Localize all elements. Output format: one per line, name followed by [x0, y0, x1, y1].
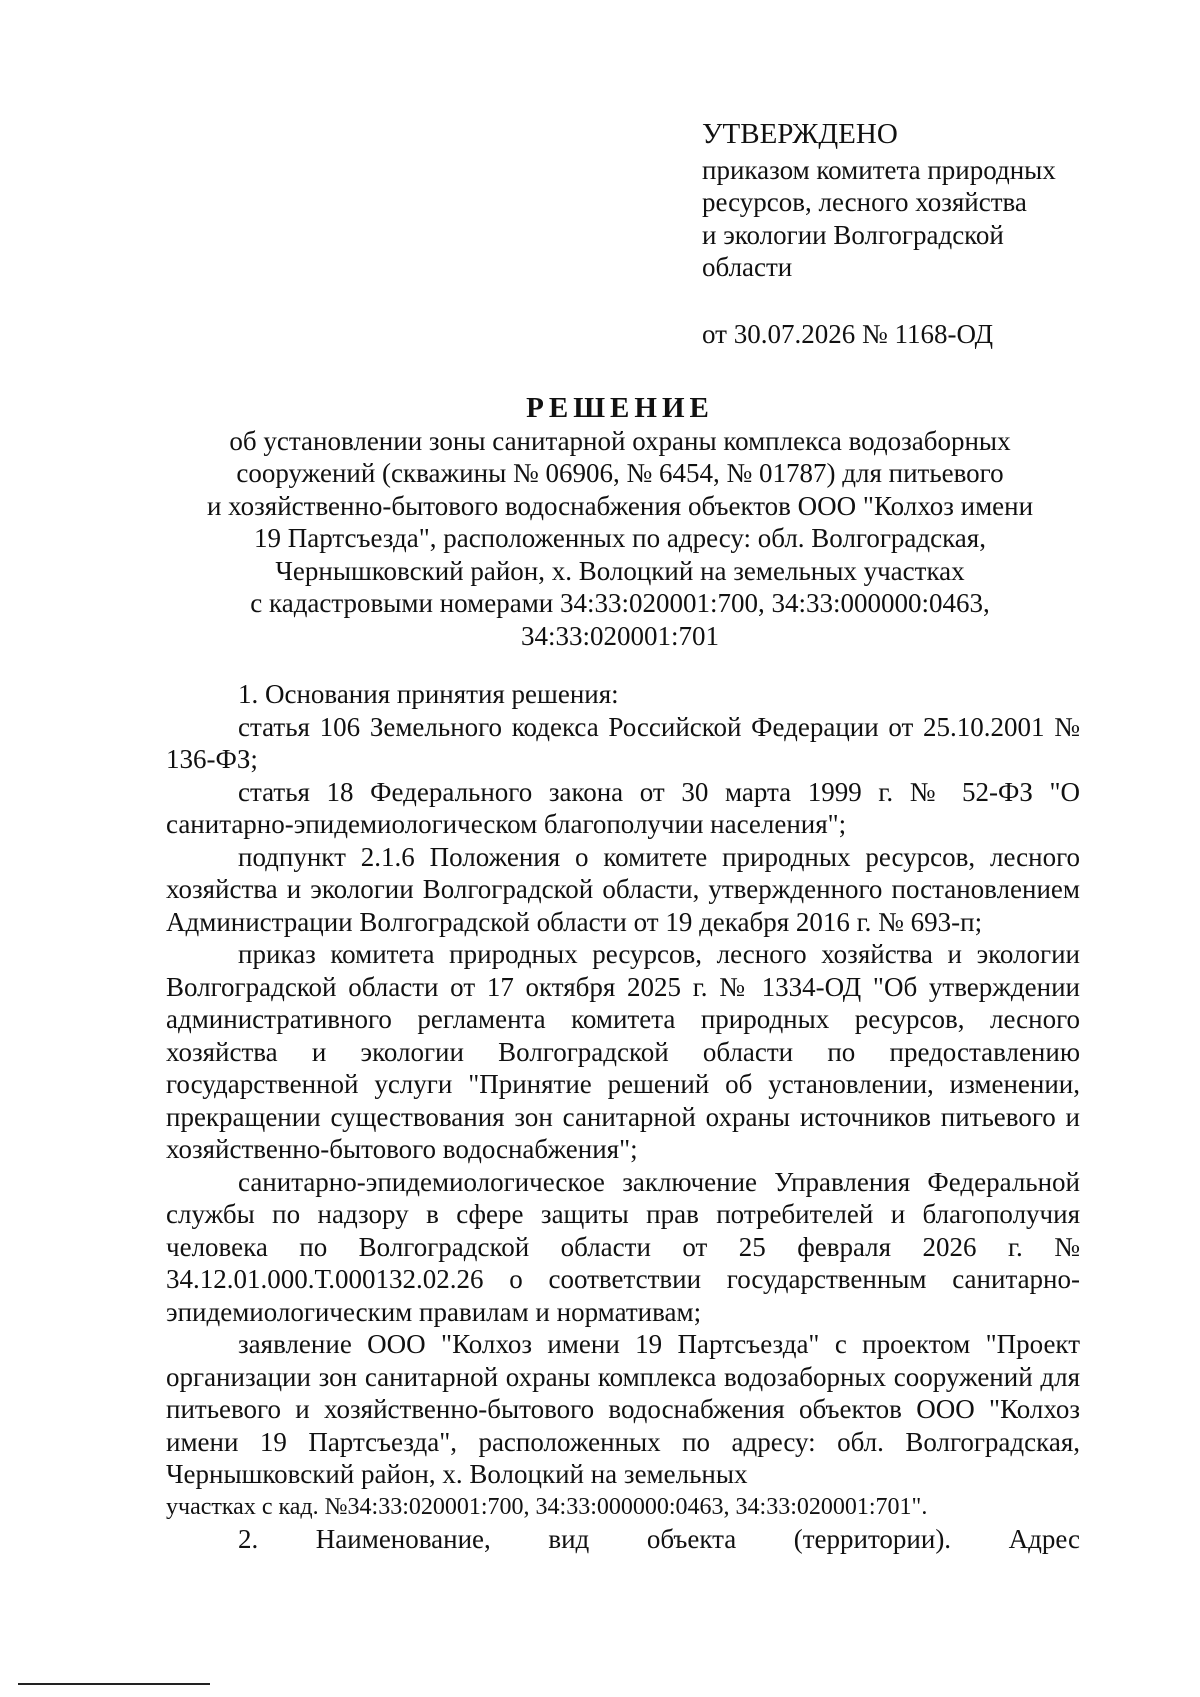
approval-line: ресурсов, лесного хозяйства — [702, 187, 1027, 217]
basis-item: заявление ООО "Колхоз имени 19 Партсъезда" с проектом "Проект организации зон санитарной охраны комплекса водозаборных сооружений для питьевого и хозяйственно-бытового водоснабжения объектов ООО "Колхоз имени 19 Партсъезда", расположенных по адресу: обл. Волгоградская, Чернышковский район, х. Волоцкий на земельных — [166, 1329, 1080, 1489]
approval-line: и экологии Волгоградской — [702, 219, 1004, 250]
decision-subtitle-line: сооружений (скважины № 06906, № 6454, № 01787) для питьевого — [236, 458, 1004, 488]
decision-subtitle-line: и хозяйственно-бытового водоснабжения объектов ООО "Колхоз имени — [206, 490, 1034, 521]
footer-rule — [18, 1683, 210, 1685]
basis-item: приказ комитета природных ресурсов, лесного хозяйства и экологии Волгоградской области от 17 октября 2025 г. № 1334-ОД "Об утверждении административного регламента комитета природных ресурсов, лесного хозяйства и экологии Волгоградской области по предоставлению государственной услуги "Принятие решений об установлении, изменении, прекращении существования зон санитарной охраны источников питьевого и хозяйственно-бытового водоснабжения"; — [166, 939, 1080, 1164]
decision-heading — [150, 392, 1090, 652]
approval-line: приказом комитета природных — [702, 154, 1056, 185]
decision-body — [166, 678, 1080, 1556]
decision-subtitle-line: 19 Партсъезда", расположенных по адресу: обл. Волгоградская, — [254, 523, 986, 553]
section-1-title: 1. Основания принятия решения: — [238, 679, 619, 709]
decision-subtitle-line: Чернышковский район, х. Волоцкий на земельных участках — [275, 555, 965, 586]
basis-item-last-line: участках с кад. №34:33:020001:700, 34:33:000000:0463, 34:33:020001:701". — [166, 1493, 928, 1520]
decision-subtitle-line: об установлении зоны санитарной охраны комплекса водозаборных — [229, 425, 1011, 456]
decision-subtitle-line: 34:33:020001:701 — [520, 620, 719, 651]
decision-subtitle-line: с кадастровыми номерами 34:33:020001:700, 34:33:000000:0463, — [250, 588, 990, 618]
approval-line: области — [702, 252, 793, 282]
approval-date: от 30.07.2026 № 1168-ОД — [702, 318, 994, 349]
basis-item: подпункт 2.1.6 Положения о комитете природных ресурсов, лесного хозяйства и экологии Волгоградской области, утвержденного постановлением Администрации Волгоградской области от 19 декабря 2016 г. № 693-п; — [166, 841, 1080, 937]
decision-title: РЕШЕНИЕ — [526, 392, 714, 424]
basis-item: статья 18 Федерального закона от 30 марта 1999 г. № 52-ФЗ "О санитарно-эпидемиологическом благополучии населения"; — [166, 776, 1080, 839]
approval-block — [702, 118, 1122, 350]
basis-item: санитарно-эпидемиологическое заключение Управления Федеральной службы по надзору в сфере защиты прав потребителей и благополучия человека по Волгоградской области от 25 февраля 2026 г. № 34.12.01.000.Т.000132.02.26 о соответствии государственным санитарно-эпидемиологическим правилам и нормативам; — [166, 1166, 1080, 1327]
section-2-title: 2. Наименование, вид объекта (территории). Адрес — [238, 1524, 1080, 1554]
basis-item: статья 106 Земельного кодекса Российской Федерации от 25.10.2001 № 136-ФЗ; — [166, 711, 1080, 774]
approval-title: УТВЕРЖДЕНО — [702, 118, 898, 150]
